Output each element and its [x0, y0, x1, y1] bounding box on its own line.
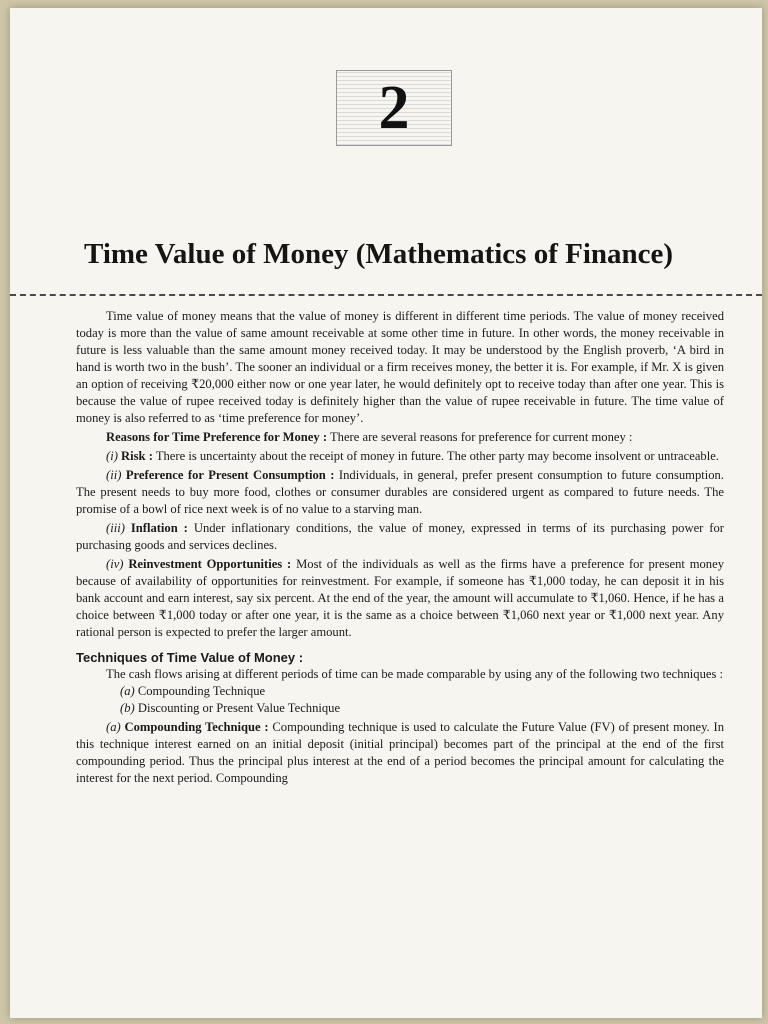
- reason-title: Risk :: [121, 449, 153, 463]
- list-item: [76, 683, 724, 700]
- list-marker: (b): [120, 701, 135, 715]
- reason-text: Under inflationary conditions, the value of money, expressed in terms of its purchasing power for purchasing goods and services declines.: [76, 521, 724, 552]
- reason-item: [76, 448, 724, 465]
- compounding-title: Compounding Technique :: [124, 720, 269, 734]
- chapter-number: 2: [378, 74, 410, 142]
- intro-paragraph: Time value of money means that the value of money is different in different time periods. The value of money received today is more than the value of same amount receivable at some other time in future. In other words, the money receivable in future is less valuable than the same amount money received today. It may be understood by the English proverb, ‘A bird in hand is worth two in the bush’. The sooner an individual or a firm receives money, the better it is. For example, if Mr. X is given an option of receiving ₹20,000 either now or one year later, he would definitely opt to receive today than after one year. This is because the value of rupee received today is definitely higher than the value of rupee receivable in future. The time value of money is also referred to as ‘time preference for money’.: [76, 309, 724, 425]
- reason-marker: (iii): [106, 521, 125, 535]
- compounding-paragraph: [76, 719, 724, 787]
- compounding-marker: (a): [106, 720, 121, 734]
- reason-marker: (ii): [106, 468, 122, 482]
- reason-item: [76, 520, 724, 554]
- reason-title: Reinvestment Opportunities :: [128, 557, 292, 571]
- title-divider: [10, 294, 762, 296]
- techniques-list: [76, 683, 724, 717]
- chapter-number-box: [336, 70, 452, 146]
- techniques-text: The cash flows arising at different periods of time can be made comparable by using any of the following two techniques :: [106, 667, 724, 681]
- list-label: Compounding Technique: [137, 684, 266, 698]
- book-page: [10, 8, 762, 1018]
- reason-title: Inflation :: [130, 521, 188, 535]
- reason-marker: (i): [106, 449, 118, 463]
- reasons-text: There are several reasons for preference for current money :: [329, 430, 633, 444]
- list-label: Discounting or Present Value Technique: [137, 701, 341, 715]
- reason-item: [76, 467, 724, 518]
- reasons-heading: Reasons for Time Preference for Money :: [106, 430, 328, 444]
- reason-item: [76, 556, 724, 641]
- techniques-heading: Techniques of Time Value of Money :: [76, 650, 304, 665]
- list-marker: (a): [120, 684, 135, 698]
- reason-text: Most of the individuals as well as the firms have a preference for present money because of availability of opportunities for reinvestment. For example, if someone has ₹1,000 today, he can deposit it in his bank account and earn interest, say six percent. At the end of the year, the amount will accumulate to ₹1,060. Hence, if he has a choice between ₹1,000 today or after one year, it is the same as a choice between ₹1,060 next year or ₹1,000 next year. Any rational person is expected to prefer the larger amount.: [76, 557, 724, 639]
- reason-title: Preference for Present Consumption :: [125, 468, 335, 482]
- reason-text: There is uncertainty about the receipt of money in future. The other party may become insolvent or untraceable.: [155, 449, 719, 463]
- compounding-text: Compounding technique is used to calculate the Future Value (FV) of present money. In this technique interest earned on an initial deposit (initial principal) becomes part of the principal at the end of the first compounding period. Thus the principal plus interest at the end of a period becomes the principal amount for calculating the interest for the next period. Compounding: [76, 720, 724, 785]
- chapter-title: Time Value of Money (Mathematics of Finance): [84, 238, 674, 270]
- chapter-body: [76, 308, 724, 787]
- reason-marker: (iv): [106, 557, 124, 571]
- reason-text: Individuals, in general, prefer present consumption to future consumption. The present needs to buy more food, clothes or consumer durables are considered urgent as compared to future needs. The promise of a bowl of rice next week is of no value to a starving man.: [76, 468, 725, 516]
- list-item: [76, 700, 724, 717]
- reasons-paragraph: [76, 429, 724, 446]
